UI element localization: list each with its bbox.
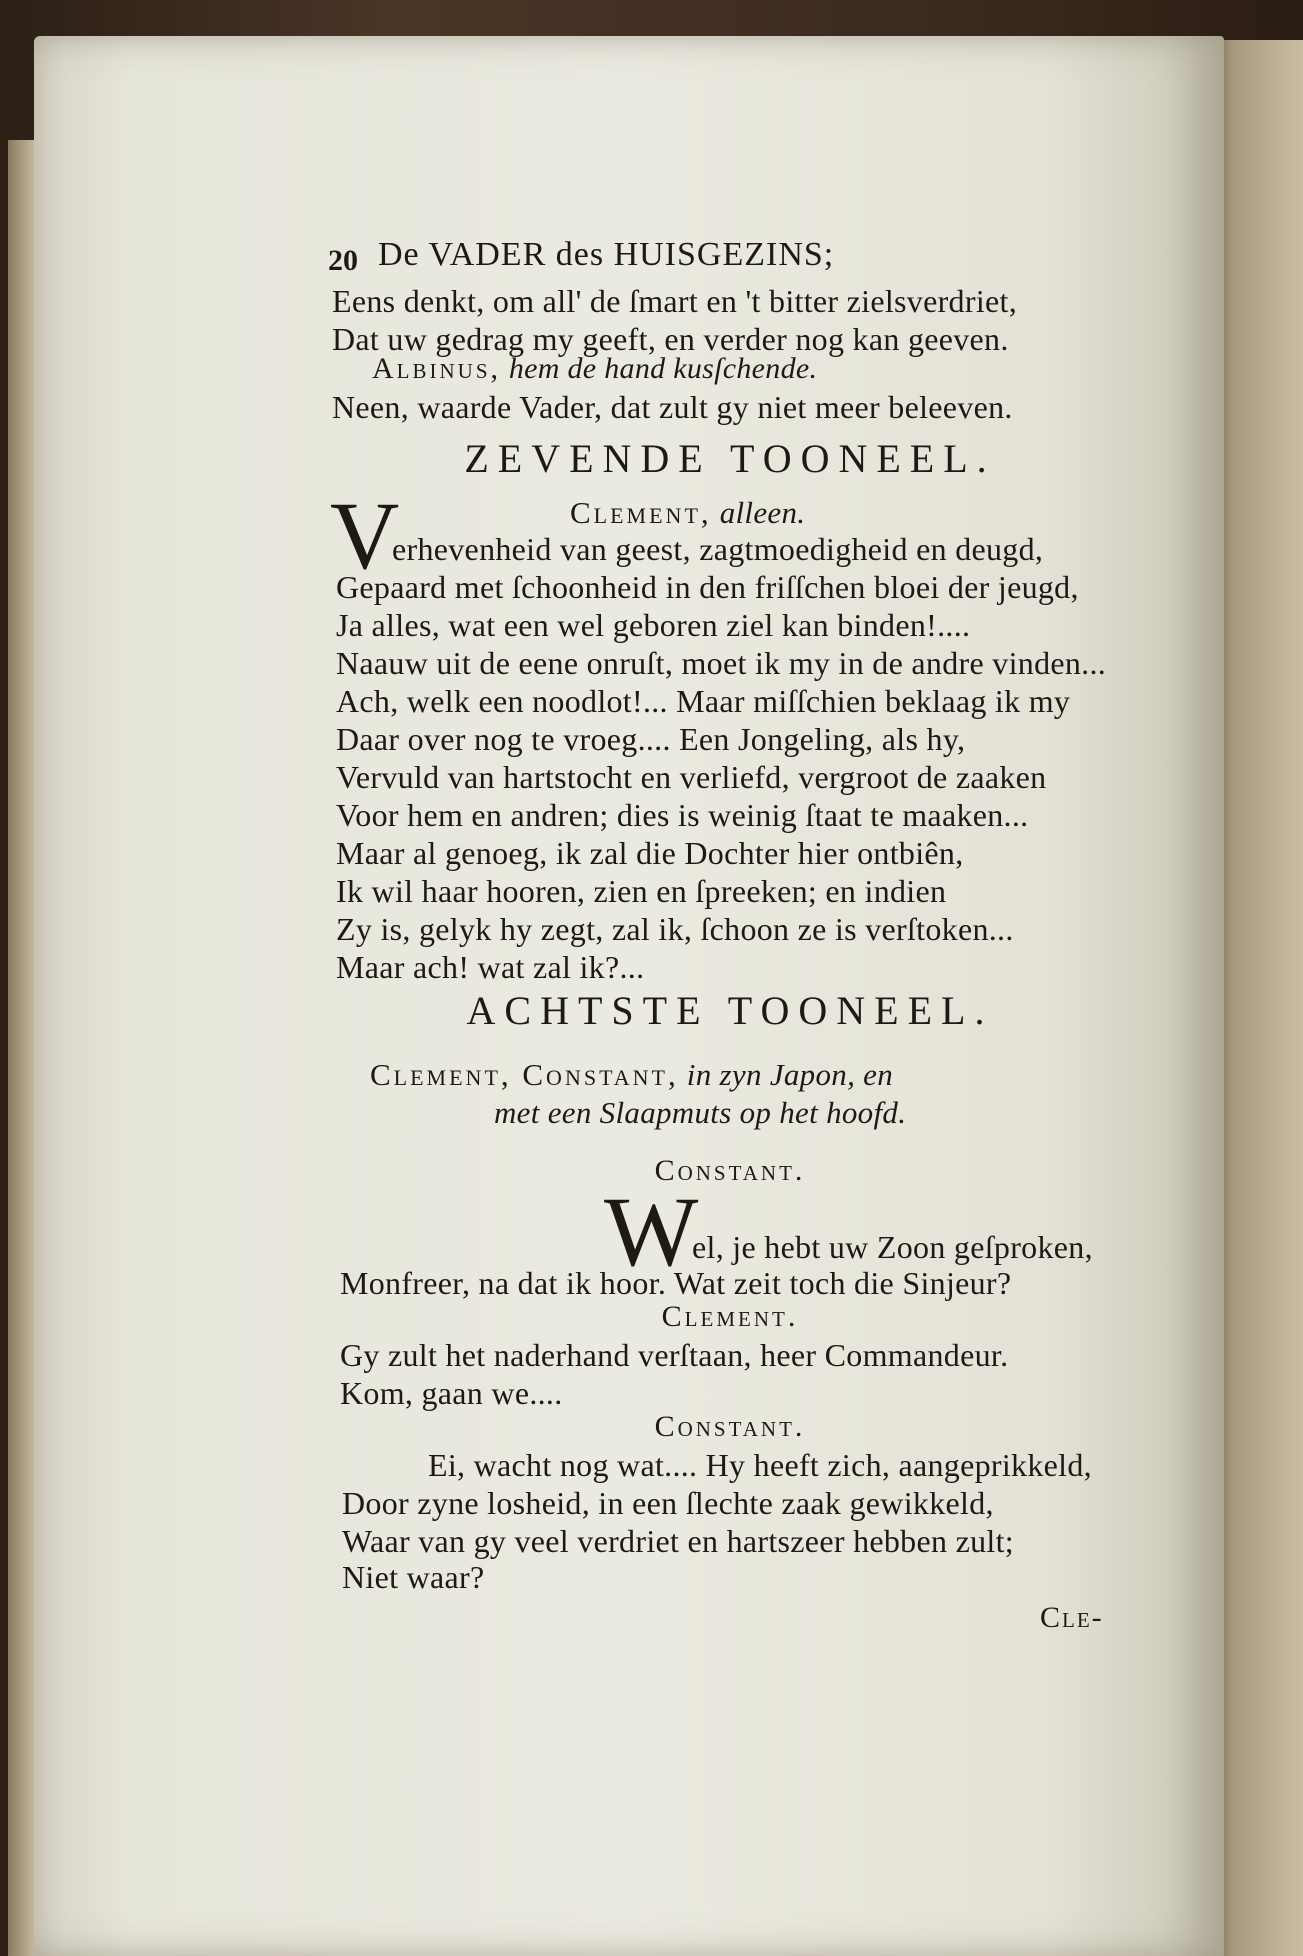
speaker-direction <box>570 494 805 532</box>
verse-line: Ik wil haar hooren, zien en ſpreeken; en indien <box>336 873 947 909</box>
speaker-name: Constant. <box>654 1154 806 1187</box>
verse-line: Waar van gy veel verdriet en hartszeer hebben zult; <box>342 1523 1014 1559</box>
verse-line: Maar ach! wat zal ik?... <box>336 949 645 985</box>
catchword: Cle- <box>1040 1601 1104 1634</box>
speaker-direction <box>372 350 817 388</box>
verse-line: Gepaard met ſchoonheid in den friſſchen bloei der jeugd, <box>336 569 1079 605</box>
scene-title: ACHTSTE TOONEEL. <box>466 988 994 1033</box>
verse-line: Ach, welk een noodlot!... Maar miſſchien beklaag ik my <box>336 683 1071 719</box>
verse-line: Gy zult het naderhand verſtaan, heer Commandeur. <box>340 1337 1009 1373</box>
verse-line: Naauw uit de eene onruſt, moet ik my in de andre vinden... <box>336 645 1107 681</box>
verse-line: erhevenheid van geest, zagtmoedigheid en deugd, <box>392 531 1044 567</box>
verse-line: Daar over nog te vroeg.... Een Jongeling, als hy, <box>336 721 966 757</box>
verse-line: Ja alles, wat een wel geboren ziel kan binden!.... <box>336 607 971 643</box>
drop-cap: W <box>604 1176 699 1287</box>
speaker-name: Clement, <box>570 495 712 530</box>
cast-names: Clement, Constant, <box>370 1057 679 1092</box>
running-head: De VADER des HUISGEZINS; <box>378 236 835 273</box>
verse-line: Monfreer, na dat ik hoor. Wat zeit toch die Sinjeur? <box>340 1265 1012 1301</box>
verse-line: Eens denkt, om all' de ſmart en 't bitter zielsverdriet, <box>332 283 1018 319</box>
stage-direction: hem de hand kusſchende. <box>508 352 818 385</box>
speaker-name: Clement. <box>661 1300 799 1333</box>
page-number: 20 <box>328 244 358 277</box>
speaker-name: Constant. <box>654 1410 806 1443</box>
verse-line: Door zyne losheid, in een ſlechte zaak gewikkeld, <box>342 1485 994 1521</box>
speaker-name: Albinus, <box>372 352 502 385</box>
verse-line: Dat uw gedrag my geeft, en verder nog kan geeven. <box>332 321 1009 357</box>
facing-page-edge <box>1215 40 1303 1956</box>
stage-direction: met een Slaapmuts op het hoofd. <box>494 1095 907 1130</box>
stage-direction: in zyn Japon, en <box>686 1057 894 1092</box>
drop-cap: V <box>330 482 400 589</box>
cast-list <box>370 1056 893 1094</box>
verse-line: Vervuld van hartstocht en verliefd, vergroot de zaaken <box>336 759 1047 795</box>
verse-line: Niet waar? <box>342 1559 485 1595</box>
verse-line: Ei, wacht nog wat.... Hy heeft zich, aangeprikkeld, <box>428 1447 1092 1483</box>
verse-line: el, je hebt uw Zoon geſproken, <box>692 1229 1093 1265</box>
verse-line: Kom, gaan we.... <box>340 1375 563 1411</box>
verse-line: Maar al genoeg, ik zal die Dochter hier ontbiên, <box>336 835 964 871</box>
verse-line: Zy is, gelyk hy zegt, zal ik, ſchoon ze is verſtoken... <box>336 911 1014 947</box>
verse-line: Voor hem en andren; dies is weinig ſtaat te maaken... <box>336 797 1029 833</box>
scene-title: ZEVENDE TOONEEL. <box>464 436 996 481</box>
verse-line: Neen, waarde Vader, dat zult gy niet meer beleeven. <box>332 389 1013 425</box>
stage-direction: alleen. <box>719 495 806 530</box>
